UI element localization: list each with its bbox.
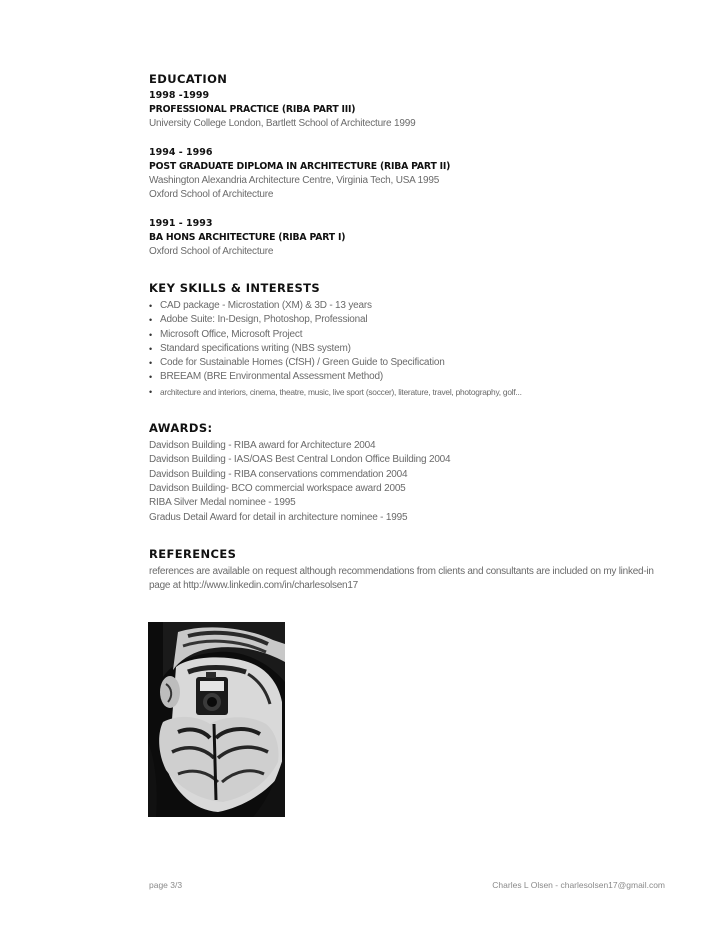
education-institution: University College London, Bartlett School of Architecture 1999 xyxy=(149,118,416,129)
award-item: Gradus Detail Award for detail in architecture nominee - 1995 xyxy=(149,511,408,523)
skill-text: BREEAM (BRE Environmental Assessment Method) xyxy=(160,371,383,383)
references-heading: REFERENCES xyxy=(149,546,237,561)
references-text: references are available on request although recommendations from clients and consultants are included on my linked-in page at http://www.linkedin.com/in/charlesolsen17 xyxy=(149,565,654,592)
education-section xyxy=(149,72,669,259)
education-institution: Washington Alexandria Architecture Centre, Virginia Tech, USA 1995 xyxy=(149,174,440,186)
education-entry xyxy=(149,89,669,132)
skill-item xyxy=(149,356,669,370)
award-item: RIBA Silver Medal nominee - 1995 xyxy=(149,497,296,509)
portrait-photo xyxy=(148,622,285,817)
page-number: page 3/3 xyxy=(149,880,183,890)
bullet-icon: • xyxy=(149,386,152,397)
education-entry xyxy=(149,146,669,203)
skill-text: Adobe Suite: In-Design, Photoshop, Professional xyxy=(160,314,368,326)
skill-item xyxy=(149,385,669,399)
awards-list xyxy=(149,439,669,525)
references-section xyxy=(149,547,669,594)
awards-heading: AWARDS: xyxy=(149,421,213,436)
bullet-icon: • xyxy=(149,372,152,383)
skill-item xyxy=(149,342,669,356)
education-years: 1998 -1999 xyxy=(149,90,210,101)
resume-page xyxy=(149,72,669,616)
skill-text: CAD package - Microstation (XM) & 3D - 13 years xyxy=(160,300,372,311)
skill-item xyxy=(149,370,669,384)
skill-text: Code for Sustainable Homes (CfSH) / Green Guide to Specification xyxy=(160,357,445,369)
skills-heading: KEY SKILLS & INTERESTS xyxy=(149,281,321,295)
education-degree: PROFESSIONAL PRACTICE (RIBA PART III) xyxy=(149,104,356,115)
award-item: Davidson Building- BCO commercial workspace award 2005 xyxy=(149,482,406,494)
education-entry xyxy=(149,217,669,260)
education-institution: Oxford School of Architecture xyxy=(149,189,274,200)
skill-text: Standard specifications writing (NBS system) xyxy=(160,342,351,354)
skills-list xyxy=(149,299,669,399)
awards-section xyxy=(149,421,669,525)
award-item: Davidson Building - RIBA award for Architecture 2004 xyxy=(149,440,376,452)
skills-section xyxy=(149,281,669,399)
education-institution: Oxford School of Architecture xyxy=(149,245,274,257)
bullet-icon: • xyxy=(149,343,152,354)
portrait-photo-graphic xyxy=(148,622,285,817)
education-years: 1991 - 1993 xyxy=(149,217,213,229)
skill-text: architecture and interiors, cinema, theatre, music, live sport (soccer), literature, travel, photography, golf... xyxy=(160,386,522,397)
education-heading: EDUCATION xyxy=(149,72,228,86)
contact-info: Charles L Olsen - charlesolsen17@gmail.com xyxy=(492,880,665,890)
skill-item xyxy=(149,299,669,313)
education-years: 1994 - 1996 xyxy=(149,146,213,158)
bullet-icon: • xyxy=(149,329,152,340)
education-list xyxy=(149,89,669,259)
award-item: Davidson Building - IAS/OAS Best Central London Office Building 2004 xyxy=(149,454,451,466)
skill-item xyxy=(149,328,669,342)
award-item: Davidson Building - RIBA conservations commendation 2004 xyxy=(149,468,408,480)
bullet-icon: • xyxy=(149,358,152,369)
bullet-icon: • xyxy=(149,315,152,326)
education-degree: BA HONS ARCHITECTURE (RIBA PART I) xyxy=(149,231,346,243)
skill-text: Microsoft Office, Microsoft Project xyxy=(160,328,303,340)
education-degree: POST GRADUATE DIPLOMA IN ARCHITECTURE (RIBA PART II) xyxy=(149,160,451,172)
skill-item xyxy=(149,313,669,327)
bullet-icon: • xyxy=(149,301,152,311)
